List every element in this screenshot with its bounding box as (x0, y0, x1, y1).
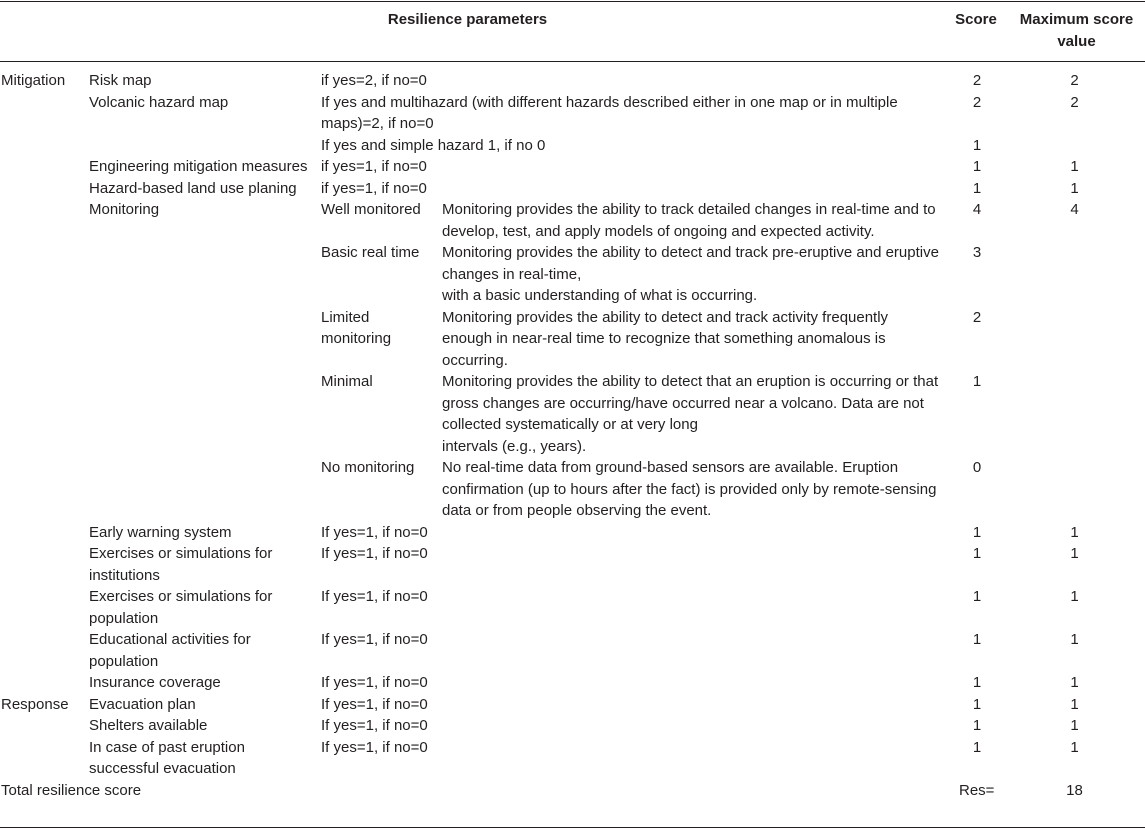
monitoring-level-cell (321, 199, 951, 242)
max-score-cell: 1 (1070, 631, 1079, 648)
total-score-cell: Res= (959, 781, 995, 799)
monitoring-level-cell (321, 371, 951, 457)
score-cell: 1 (972, 179, 982, 197)
score-cell: 1 (972, 674, 982, 691)
table-row (0, 307, 1145, 372)
condition-cell: if yes=2, if no=0 (321, 72, 427, 89)
parameter-cell: Volcanic hazard map (89, 93, 229, 111)
monitoring-level-cell (321, 457, 951, 522)
monitoring-level-label: Well monitored (321, 201, 421, 218)
max-score-cell: 1 (1070, 545, 1079, 562)
category-cell: Mitigation (1, 72, 66, 89)
max-score-cell: 2 (1070, 93, 1079, 111)
condition-cell: If yes and simple hazard 1, if no 0 (321, 136, 546, 154)
condition-cell: If yes=1, if no=0 (321, 695, 428, 713)
monitoring-level-description: No real-time data from ground-based sensors are available. Eruption confirmation (up to hours after the fact) is provided only by remote-sensing data or from people observing the event. (442, 459, 937, 519)
bottom-rule (0, 827, 1145, 828)
header-maximum-score: Maximum score value (1019, 11, 1134, 50)
description-line: Monitoring provides the ability to detect and track pre-eruptive and eruptive changes in real-time, (442, 244, 939, 283)
parameter-cell: Exercises or simulations for institutions (89, 545, 273, 584)
monitoring-level-label: Basic real time (321, 244, 420, 261)
table-body (0, 70, 1145, 801)
monitoring-level-description (442, 371, 941, 457)
score-cell: 1 (972, 738, 982, 756)
parameter-cell: Engineering mitigation measures (89, 158, 308, 175)
score-cell: 1 (972, 695, 982, 713)
score-cell: 1 (972, 588, 982, 605)
parameter-cell: Exercises or simulations for population (89, 588, 273, 627)
header-resilience-parameters: Resilience parameters (387, 11, 548, 28)
table-row (0, 371, 1145, 457)
table-row (0, 737, 1145, 780)
table-row (0, 242, 1145, 307)
top-rule (0, 1, 1145, 2)
max-score-cell: 1 (1070, 695, 1079, 713)
score-cell: 4 (972, 201, 982, 218)
parameter-cell: Insurance coverage (89, 674, 221, 691)
score-cell: 1 (972, 717, 982, 734)
parameter-cell: Shelters available (89, 717, 208, 734)
table-row (0, 672, 1145, 694)
score-cell: 3 (972, 244, 982, 261)
category-cell: Response (1, 695, 69, 713)
max-score-cell: 1 (1070, 738, 1079, 756)
score-cell: 1 (972, 373, 982, 390)
parameter-cell: Early warning system (89, 523, 232, 541)
description-line: intervals (e.g., years). (442, 437, 587, 455)
total-label: Total resilience score (1, 781, 142, 799)
score-cell: 1 (972, 158, 982, 175)
table-row (0, 629, 1145, 672)
parameter-cell: Educational activities for population (89, 631, 251, 670)
table-row (0, 199, 1145, 242)
description-line: with a basic understanding of what is occurring. (442, 287, 758, 304)
score-cell: 2 (972, 72, 982, 89)
table-row (0, 178, 1145, 200)
condition-cell: If yes=1, if no=0 (321, 523, 428, 541)
table-row (0, 457, 1145, 522)
max-score-cell: 1 (1070, 179, 1079, 197)
parameter-cell: Evacuation plan (89, 695, 196, 713)
condition-cell: If yes=1, if no=0 (321, 674, 428, 691)
max-score-cell: 1 (1070, 674, 1079, 691)
condition-cell: If yes=1, if no=0 (321, 631, 428, 648)
condition-cell: if yes=1, if no=0 (321, 158, 427, 175)
parameter-cell: Hazard-based land use planing (89, 179, 297, 197)
monitoring-level-cell (321, 242, 951, 307)
score-cell: 1 (972, 136, 982, 154)
score-cell: 2 (972, 308, 982, 326)
max-score-cell: 2 (1070, 72, 1079, 89)
table-row (0, 694, 1145, 716)
total-row (0, 780, 1145, 802)
table-row (0, 92, 1145, 135)
monitoring-level-label: Limited monitoring (321, 308, 392, 347)
condition-cell: If yes=1, if no=0 (321, 717, 428, 734)
total-max-cell: 18 (1066, 781, 1083, 799)
table-row (0, 543, 1145, 586)
max-score-cell: 1 (1070, 588, 1079, 605)
header-rule (0, 61, 1145, 62)
monitoring-level-description: Monitoring provides the ability to track detailed changes in real-time and to develop, test, and apply models of ongoing and expected activity. (442, 201, 936, 240)
table-row (0, 135, 1145, 157)
monitoring-level-description (442, 242, 941, 307)
condition-cell: If yes=1, if no=0 (321, 588, 428, 605)
description-line: Monitoring provides the ability to detect that an eruption is occurring or that gross changes are occurring/have occurred near a volcano. Data are not collected systematically or at very long (442, 373, 939, 433)
parameter-cell: In case of past eruption successful evacuation (89, 738, 245, 777)
table-row (0, 715, 1145, 737)
header-score: Score (955, 11, 997, 28)
score-cell: 1 (972, 545, 982, 562)
score-cell: 0 (972, 459, 982, 476)
condition-cell: if yes=1, if no=0 (321, 179, 427, 197)
monitoring-level-cell (321, 307, 951, 372)
max-score-cell: 1 (1070, 523, 1079, 541)
max-score-cell: 1 (1070, 158, 1079, 175)
score-cell: 1 (972, 523, 982, 541)
table-row (0, 156, 1145, 178)
table-row (0, 586, 1145, 629)
max-score-cell: 4 (1070, 201, 1079, 218)
condition-cell: If yes=1, if no=0 (321, 545, 428, 562)
table-row (0, 70, 1145, 92)
max-score-cell: 1 (1070, 717, 1079, 734)
score-cell: 2 (972, 93, 982, 111)
condition-cell: If yes and multihazard (with different hazards described either in one map or in multiple maps)=2, if no=0 (321, 93, 898, 132)
parameter-cell: Risk map (89, 72, 152, 89)
condition-cell: If yes=1, if no=0 (321, 738, 428, 756)
parameter-cell: Monitoring (89, 201, 160, 218)
score-cell: 1 (972, 631, 982, 648)
monitoring-level-label: Minimal (321, 373, 373, 390)
monitoring-level-label: No monitoring (321, 459, 415, 476)
monitoring-level-description: Monitoring provides the ability to detect and track activity frequently enough in near-real time to recognize that something anomalous is occurring. (442, 308, 889, 369)
table-row (0, 522, 1145, 544)
